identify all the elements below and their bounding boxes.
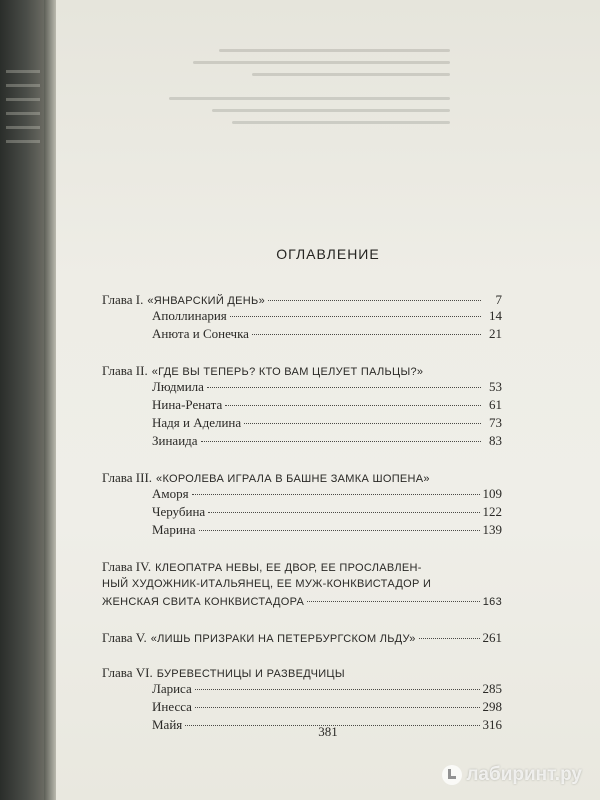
section-title: Майя — [152, 717, 183, 732]
section-entry — [102, 486, 502, 504]
dot-leader — [419, 637, 480, 639]
chapter-label: Глава VI. — [102, 665, 153, 680]
section-entry — [102, 379, 502, 397]
dot-leader — [225, 404, 481, 406]
chapter-heading-line — [102, 559, 502, 575]
dot-leader — [199, 529, 480, 531]
section-entry — [102, 504, 502, 522]
section-page-number: 53 — [489, 379, 502, 394]
show-through-text — [120, 40, 450, 170]
chapter-heading-line — [102, 470, 502, 486]
page-number: 381 — [318, 724, 338, 739]
section-page-number: 61 — [489, 397, 502, 412]
section-title: Инесса — [152, 699, 192, 714]
chapter-label: Глава II. — [102, 363, 148, 378]
section-title: Черубина — [152, 504, 206, 519]
section-title: Марина — [152, 522, 196, 537]
chapter-title: КЛЕОПАТРА НЕВЫ, ЕЕ ДВОР, ЕЕ ПРОСЛАВЛЕН- — [155, 562, 422, 574]
dot-leader — [195, 706, 480, 708]
book-page — [56, 0, 600, 800]
section-entry — [102, 415, 502, 433]
chapter-title-line: НЫЙ ХУДОЖНИК-ИТАЛЬЯНЕЦ, ЕЕ МУЖ-КОНКВИСТАДОР И — [102, 578, 432, 590]
section-entry — [102, 308, 502, 326]
toc-heading: ОГЛАВЛЕНИЕ — [276, 246, 380, 262]
section-page-number: 139 — [482, 522, 502, 537]
chapter-title: БУРЕВЕСТНИЦЫ И РАЗВЕДЧИЦЫ — [156, 668, 345, 680]
chapter-heading-line — [102, 630, 502, 646]
section-title: Анюта и Сонечка — [152, 326, 249, 341]
chapter-heading-line — [102, 665, 502, 681]
section-page-number: 285 — [482, 681, 502, 696]
watermark-text: лабиринт.ру — [466, 764, 582, 785]
chapter-title: «ЯНВАРСКИЙ ДЕНЬ» — [147, 295, 265, 307]
labirint-logo-icon — [442, 765, 462, 785]
section-title: Лариса — [152, 681, 192, 696]
section-entry — [102, 326, 502, 344]
section-page-number: 73 — [489, 415, 502, 430]
section-entry — [102, 522, 502, 540]
chapter-title: «ЛИШЬ ПРИЗРАКИ НА ПЕТЕРБУРГСКОМ ЛЬДУ» — [150, 633, 416, 645]
chapter-label: Глава V. — [102, 630, 147, 645]
chapter-page-number: 261 — [482, 630, 502, 645]
dot-leader — [252, 333, 481, 335]
chapter-entry — [102, 630, 502, 646]
chapter-entry — [102, 363, 502, 451]
watermark — [442, 764, 582, 786]
section-entry — [102, 699, 502, 717]
section-title: Зинаида — [152, 433, 198, 448]
section-page-number: 83 — [489, 433, 502, 448]
table-of-contents — [102, 292, 502, 754]
section-page-number: 316 — [482, 717, 502, 732]
chapter-page-number: 163 — [482, 596, 502, 608]
adjacent-page — [0, 0, 44, 800]
section-page-number: 122 — [482, 504, 502, 519]
chapter-entry — [102, 292, 502, 344]
section-title: Надя и Аделина — [152, 415, 242, 430]
dot-leader — [195, 688, 480, 690]
chapter-title: «КОРОЛЕВА ИГРАЛА В БАШНЕ ЗАМКА ШОПЕНА» — [156, 473, 430, 485]
section-title: Аполлинария — [152, 308, 227, 323]
dot-leader — [268, 299, 481, 301]
section-entry — [102, 397, 502, 415]
chapter-label: Глава III. — [102, 470, 153, 485]
dot-leader — [307, 600, 480, 602]
dot-leader — [208, 511, 479, 513]
section-page-number: 21 — [489, 326, 502, 341]
chapter-entry — [102, 559, 502, 611]
section-page-number: 109 — [482, 486, 502, 501]
dot-leader — [192, 493, 480, 495]
chapter-title-line: ЖЕНСКАЯ СВИТА КОНКВИСТАДОРА — [102, 596, 305, 608]
section-title: Аморя — [152, 486, 189, 501]
section-page-number: 14 — [489, 308, 502, 323]
chapter-heading-line — [102, 292, 502, 308]
section-entry — [102, 433, 502, 451]
section-entry — [102, 681, 502, 699]
chapter-title-continuation — [102, 575, 502, 593]
section-title: Нина-Рената — [152, 397, 223, 412]
chapter-page-number: 7 — [495, 292, 502, 307]
chapter-label: Глава IV. — [102, 559, 152, 574]
section-page-number: 298 — [482, 699, 502, 714]
dot-leader — [230, 315, 481, 317]
dot-leader — [244, 422, 481, 424]
chapter-heading-line — [102, 363, 502, 379]
chapter-entry — [102, 470, 502, 540]
dot-leader — [207, 386, 481, 388]
chapter-title-continuation — [102, 593, 502, 611]
chapter-title: «ГДЕ ВЫ ТЕПЕРЬ? КТО ВАМ ЦЕЛУЕТ ПАЛЬЦЫ?» — [151, 366, 424, 378]
section-title: Людмила — [152, 379, 204, 394]
chapter-label: Глава I. — [102, 292, 144, 307]
dot-leader — [201, 440, 481, 442]
